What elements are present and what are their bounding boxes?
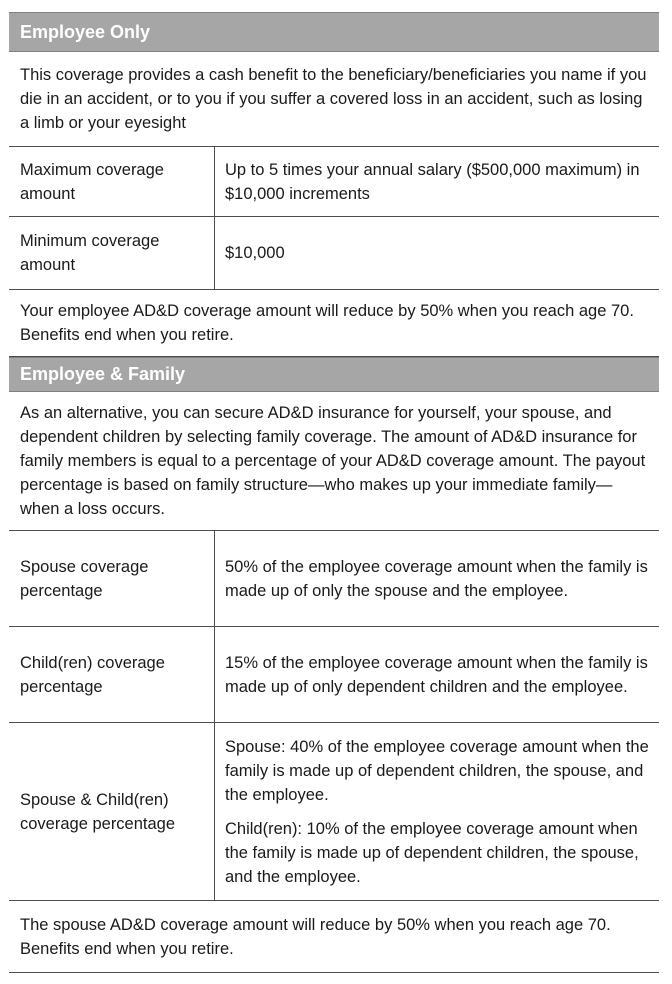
- table-row-spouse-children-coverage: [9, 723, 659, 901]
- employee-only-note: Your employee AD&D coverage amount will reduce by 50% when you reach age 70. Benefits end when you retire.: [9, 290, 659, 357]
- row-label: Maximum coverage amount: [9, 147, 215, 216]
- table-row-spouse-coverage: [9, 531, 659, 627]
- table-row-minimum-coverage: [9, 217, 659, 290]
- row-value: [215, 627, 659, 722]
- employee-only-intro: This coverage provides a cash benefit to the beneficiary/beneficiaries you name if you die in an accident, or to you if you suffer a covered loss in an accident, such as losing a limb or your eyesight: [9, 52, 659, 147]
- children-value-text: Child(ren): 10% of the employee coverage amount when the family is made up of dependent children, the spouse, and the employee.: [225, 819, 639, 886]
- table-row-maximum-coverage: [9, 147, 659, 217]
- employee-family-intro: As an alternative, you can secure AD&D insurance for yourself, your spouse, and dependent children by selecting family coverage. The amount of AD&D insurance for family members is equal to a percentage of your AD&D coverage amount. The payout percentage is based on family structure—who makes up your immediate family—when a loss occurs.: [9, 392, 659, 531]
- row-value: [215, 217, 659, 289]
- row-label: Spouse & Child(ren) coverage percentage: [9, 723, 215, 900]
- row-value-text: Up to 5 times your annual salary ($500,000 maximum) in $10,000 increments: [225, 160, 640, 203]
- row-value: [215, 147, 659, 216]
- row-label: Child(ren) coverage percentage: [9, 627, 215, 722]
- row-value: [215, 723, 659, 900]
- coverage-document: [9, 12, 659, 973]
- row-value-text: 15% of the employee coverage amount when the family is made up of only dependent children and the employee.: [225, 653, 648, 696]
- row-value: [215, 531, 659, 626]
- section-title: Employee & Family: [20, 364, 186, 384]
- row-value-text: $10,000: [225, 244, 285, 262]
- row-label: Spouse coverage percentage: [9, 531, 215, 626]
- section-header-employee-family: [9, 357, 659, 392]
- row-value-text: 50% of the employee coverage amount when the family is made up of only the spouse and the employee.: [225, 557, 648, 600]
- row-label: Minimum coverage amount: [9, 217, 215, 289]
- section-title: Employee Only: [20, 21, 151, 42]
- spouse-value-text: Spouse: 40% of the employee coverage amount when the family is made up of dependent children, the spouse, and the employee.: [225, 737, 649, 804]
- table-row-children-coverage: [9, 627, 659, 723]
- section-header-employee-only: [9, 12, 659, 52]
- employee-family-note: The spouse AD&D coverage amount will reduce by 50% when you reach age 70. Benefits end when you retire.: [9, 901, 659, 973]
